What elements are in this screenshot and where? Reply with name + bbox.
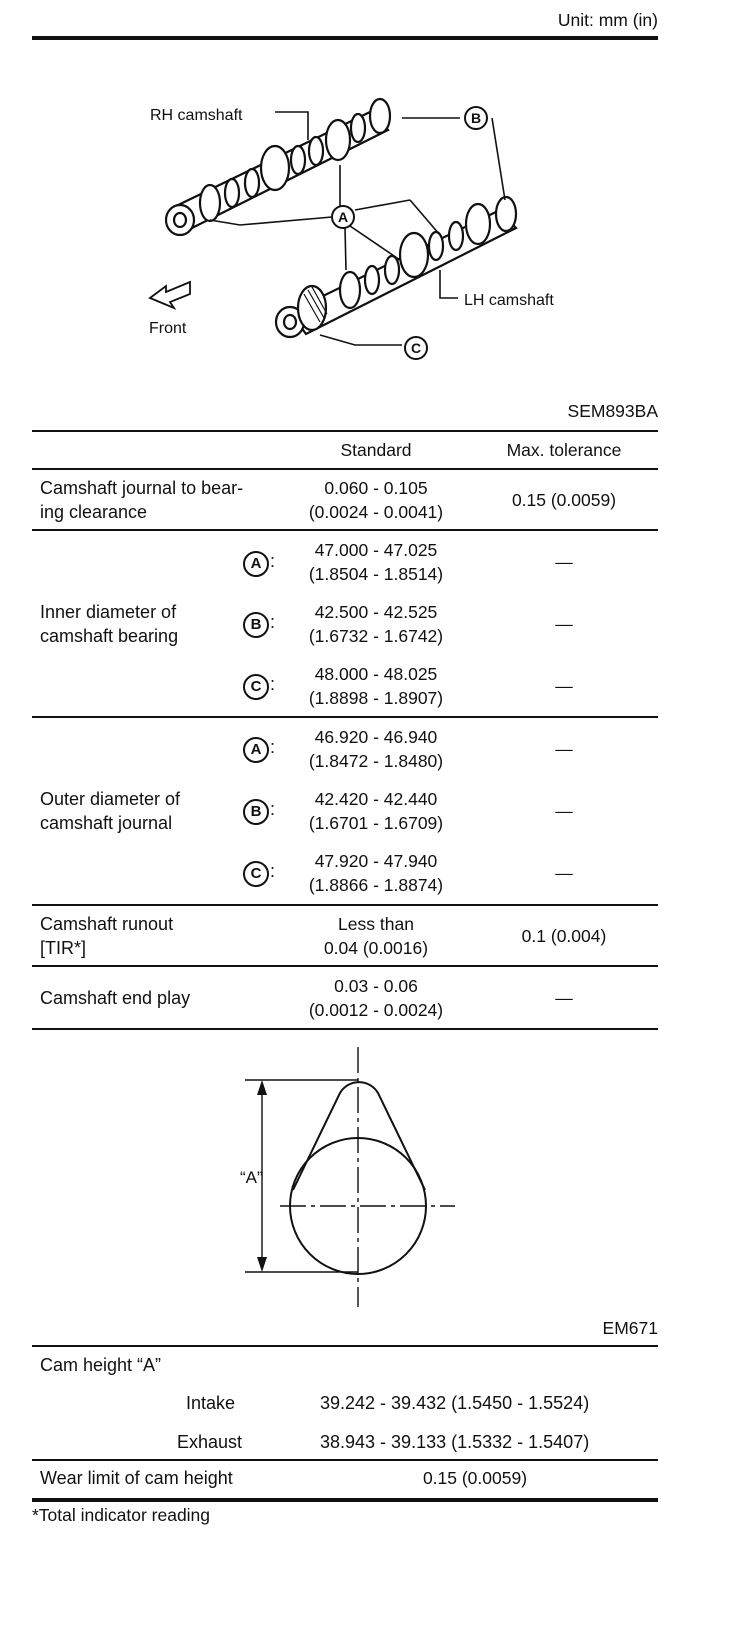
outer-c-max: —: [555, 863, 573, 883]
inner-c-max: —: [555, 676, 573, 696]
inner-a-max: —: [555, 552, 573, 572]
mark-b: B: [243, 612, 269, 638]
runout-std-2: 0.04 (0.0016): [323, 938, 429, 958]
mark-a: A: [243, 737, 269, 763]
inner-c-std-1: 48.000 - 48.025: [314, 664, 438, 684]
outer-c-std-2: (1.8866 - 1.8874): [308, 875, 444, 895]
clearance-std-1: 0.060 - 0.105: [324, 478, 428, 498]
mark-a: A: [243, 551, 269, 577]
camshaft-illustration: [140, 90, 590, 380]
svg-text:C: C: [410, 340, 422, 356]
outer-b-std-1: 42.420 - 42.440: [314, 789, 438, 809]
figure2-code: EM671: [602, 1318, 658, 1338]
outer-a-max: —: [555, 739, 573, 759]
clearance-label-2: ing clearance: [40, 502, 148, 522]
inner-a-std-2: (1.8504 - 1.8514): [308, 564, 444, 584]
cam-height-heading: Cam height “A”: [40, 1355, 162, 1375]
mark-b: B: [243, 799, 269, 825]
runout-std-1: Less than: [338, 914, 414, 934]
inner-a-std-1: 47.000 - 47.025: [314, 540, 438, 560]
figure1-code: SEM893BA: [567, 401, 658, 421]
mark-c: C: [243, 861, 269, 887]
cam-height-label: “A”: [240, 1168, 263, 1187]
inner-label-1: Inner diameter of: [40, 602, 177, 622]
svg-text:A: A: [337, 209, 349, 225]
runout-label-1: Camshaft runout: [40, 914, 174, 934]
rh-camshaft-label: RH camshaft: [150, 107, 243, 124]
inner-label-2: camshaft bearing: [40, 626, 179, 646]
wear-limit-value: 0.15 (0.0059): [422, 1468, 528, 1488]
front-arrow-icon: [150, 282, 190, 308]
outer-a-std-2: (1.8472 - 1.8480): [308, 751, 444, 771]
endplay-label: Camshaft end play: [40, 988, 191, 1008]
mark-c: C: [243, 674, 269, 700]
runout-max: 0.1 (0.004): [521, 926, 607, 946]
endplay-std-1: 0.03 - 0.06: [334, 976, 418, 996]
lh-camshaft-label: LH camshaft: [464, 292, 554, 309]
footnote: *Total indicator reading: [32, 1505, 211, 1525]
exhaust-value: 38.943 - 39.133 (1.5332 - 1.5407): [320, 1432, 590, 1452]
outer-label-2: camshaft journal: [40, 813, 173, 833]
outer-a-std-1: 46.920 - 46.940: [314, 727, 438, 747]
col-standard-header: Standard: [340, 440, 412, 460]
unit-label: Unit: mm (in): [557, 10, 658, 30]
inner-b-std-1: 42.500 - 42.525: [314, 602, 438, 622]
inner-b-max: —: [555, 614, 573, 634]
endplay-max: —: [555, 988, 573, 1008]
clearance-max: 0.15 (0.0059): [511, 490, 617, 510]
intake-label: Intake: [186, 1393, 236, 1413]
col-max-header: Max. tolerance: [506, 440, 622, 460]
outer-b-max: —: [555, 801, 573, 821]
clearance-std-2: (0.0024 - 0.0041): [308, 502, 444, 522]
outer-c-std-1: 47.920 - 47.940: [314, 851, 438, 871]
outer-label-1: Outer diameter of: [40, 789, 181, 809]
intake-value: 39.242 - 39.432 (1.5450 - 1.5524): [320, 1393, 590, 1413]
endplay-std-2: (0.0012 - 0.0024): [308, 1000, 444, 1020]
clearance-label-1: Camshaft journal to bear-: [40, 478, 244, 498]
runout-label-2: [TIR*]: [40, 938, 87, 958]
exhaust-label: Exhaust: [177, 1432, 243, 1452]
wear-limit-label: Wear limit of cam height: [40, 1468, 233, 1488]
front-label: Front: [149, 320, 187, 337]
header-rule: [32, 36, 658, 40]
outer-b-std-2: (1.6701 - 1.6709): [308, 813, 444, 833]
cam-height-diagram: [230, 1045, 470, 1310]
svg-text:B: B: [470, 110, 482, 126]
inner-c-std-2: (1.8898 - 1.8907): [308, 688, 444, 708]
inner-b-std-2: (1.6732 - 1.6742): [308, 626, 444, 646]
